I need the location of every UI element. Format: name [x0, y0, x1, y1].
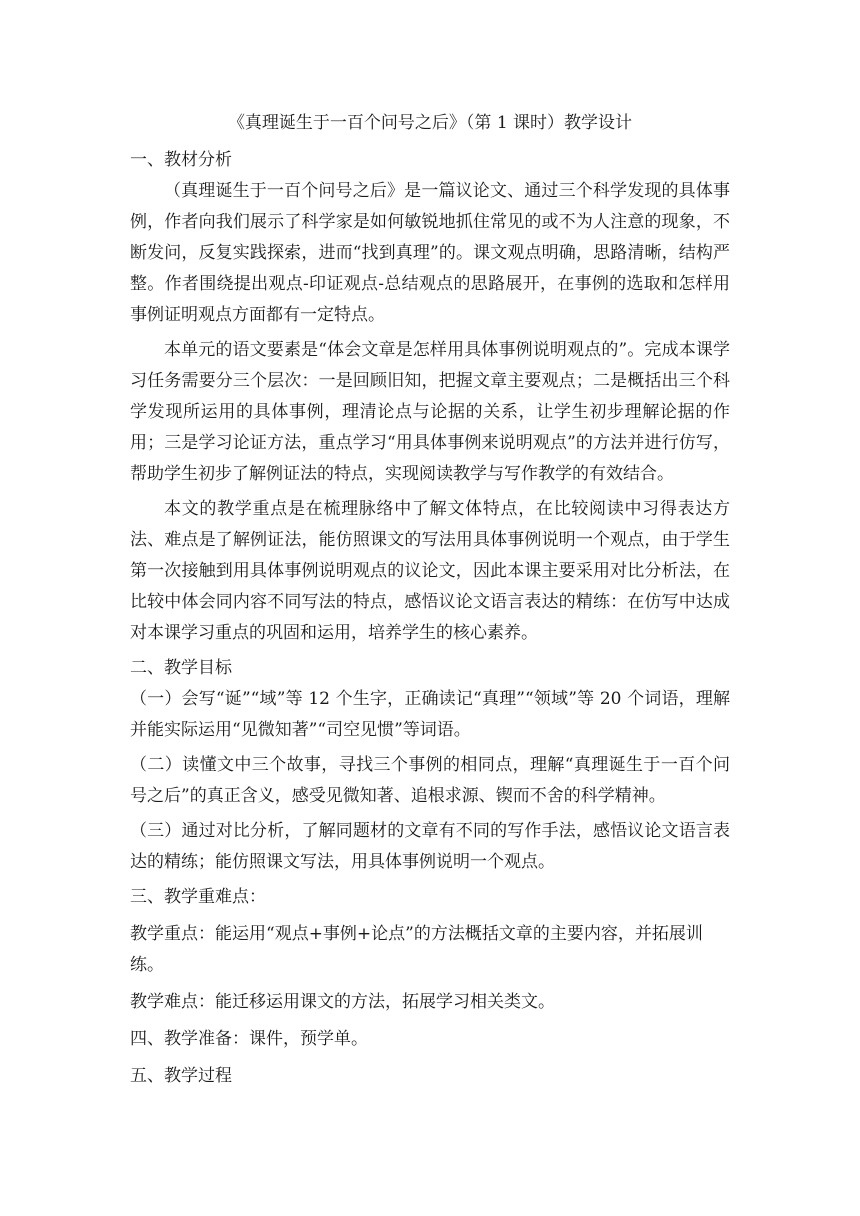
section-heading-teaching-objectives: 二、教学目标	[130, 658, 232, 678]
section-heading-teaching-process: 五、教学过程	[130, 1066, 232, 1086]
teaching-key-point: 教学重点：能运用“观点+事例+论点”的方法概括文章的主要内容，并拓展训练。	[130, 924, 703, 975]
teaching-difficult-point: 教学难点：能迁移运用课文的方法，拓展学习相关类文。	[130, 992, 555, 1012]
paragraph-text-overview: （真理诞生于一百个问号之后》是一篇议论文、通过三个科学发现的具体事例，作者向我们展示了科学家是如何敏锐地抓住常见的或不为人注意的现象，不断发问，反复实践探索，进而“找到真理”的。课文观点明确，思路清晰，结构严整。作者围绕提出观点-印证观点-总结观点的思路展开，在事例的选取和怎样用事例证明观点方面都有一定特点。	[130, 181, 730, 325]
section-heading-teaching-material-analysis: 一、教材分析	[130, 150, 232, 170]
paragraph-key-points: 本文的教学重点是在梳理脉络中了解文体特点，在比较阅读中习得表达方法、难点是了解例证法，能仿照课文的写法用具体事例说明一个观点，由于学生第一次接触到用具体事例说明观点的议论文，因此本课主要采用对比分析法，在比较中体会同内容不同写法的特点，感悟议论文语言表达的精练：在仿写中达成对本课学习重点的巩固和运用，培养学生的核心素养。	[130, 499, 730, 643]
document-title: 《真理诞生于一百个问号之后》（第 1 课时）教学设计	[227, 113, 633, 133]
objective-item-1: （一）会写“诞”“域”等 12 个生字，正确读记“真理”“领域”等 20 个词语，理解并能实际运用“见微知著”“司空见惯”等词语。	[130, 689, 730, 740]
objective-item-3: （三）通过对比分析，了解同题材的文章有不同的写作手法，感悟议论文语言表达的精练；能仿照课文写法，用具体事例说明一个观点。	[130, 821, 730, 872]
objective-item-2: （二）读懂文中三个故事，寻找三个事例的相同点，理解“真理诞生于一百个问号之后”的真正含义，感受见微知著、追根求源、锲而不舍的科学精神。	[130, 755, 730, 806]
document-body	[130, 108, 730, 1098]
paragraph-unit-elements: 本单元的语文要素是“体会文章是怎样用具体事例说明观点的”。完成本课学习任务需要分三个层次：一是回顾旧知，把握文章主要观点；二是概括出三个科学发现所运用的具体事例，理清论点与论据的关系，让学生初步理解论据的作用；三是学习论证方法，重点学习“用具体事例来说明观点”的方法并进行仿写，帮助学生初步了解例证法的特点，实现阅读教学与写作教学的有效结合。	[130, 340, 730, 484]
section-heading-teaching-preparation: 四、教学准备：课件，预学单。	[130, 1029, 368, 1049]
section-heading-key-difficult-points: 三、教学重难点：	[130, 887, 266, 907]
